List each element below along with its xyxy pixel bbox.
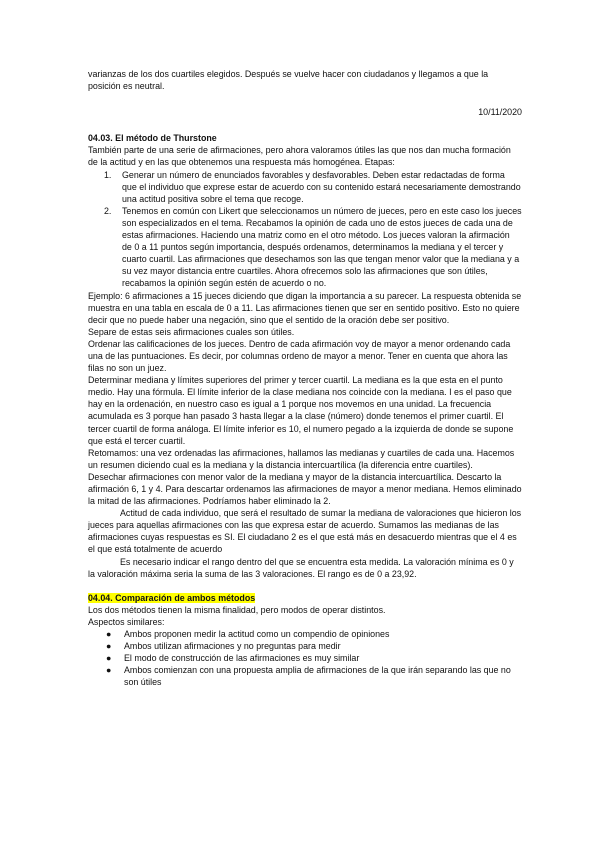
paragraph-separe: Separe de estas seis afirmaciones cuales son útiles. [88,326,295,337]
date-stamp: 10/11/2020 [478,107,522,118]
bullet-icon: ● [106,653,112,664]
steps-list [88,169,522,290]
list-number: 2. [104,205,112,216]
list-item [88,640,522,652]
section-title: El método de Thurstone [112,133,217,144]
paragraph-actitud: Actitud de cada individuo, que será el resultado de sumar la mediana de valoraciones que hicieron los jueces para aquellas afirmaciones con las que expresa estar de acuerdo. Sumamos las medianas de las afirmaciones cuyas respuestas es SI. El ciudadano 2 es el que está más en desacuerdo mientras que el 4 es el que está totalmente de acuerdo [88,508,522,555]
bullet-icon: ● [106,629,112,640]
paragraph-ordenar: Ordenar las calificaciones de los jueces. Dentro de cada afirmación voy de mayor a menor ordenando cada una de las puntuaciones. Es decir, por columnas ordeno de mayor a menor. Tener en cuenta que ahora las filas no son un juez. [88,338,511,374]
list-item [88,628,522,640]
document-page [88,68,522,689]
paragraph-determinar: Determinar mediana y límites superiores del primer y tercer cuartil. La mediana es la que esta en el punto medio. Hay una fórmula. El límite inferior de la clase mediana nos coincide con la mediana. I es el paso que hay en la ordenación, en nuestro caso es igual a 1 porque nos movemos en una unidad. La frecuencia acumulada es 3 porque han pasado 3 hasta llegar a la clase (número) donde tenemos el primer cuartil. El tercer cuartil de forma análoga. El límite inferior es 10, el numero pegado a la izquierda de donde se supone que está el tercer cuartil. [88,375,514,446]
section-number: 04.03. [88,133,113,144]
thurstone-intro: También parte de una serie de afirmaciones, pero ahora valoramos útiles las que nos dan mucha formación de la actitud y en las que obtenemos una respuesta más homogénea. Etapas: [88,145,511,168]
list-text: El modo de construcción de las afirmaciones es muy similar [124,653,360,664]
list-item [88,205,522,290]
paragraph-rango: Es necesario indicar el rango dentro del que se encuentra esta medida. La valoración mínima es 0 y la valoración máxima seria la suma de las 3 valoraciones. El rango es de 0 a 23,92. [88,556,514,579]
list-number: 1. [104,169,112,180]
list-item [88,652,522,664]
list-item [88,664,522,688]
list-text: Ambos utilizan afirmaciones y no preguntas para medir [124,641,341,652]
section-heading-comparacion [88,592,522,604]
paragraph-ejemplo: Ejemplo: 6 afirmaciones a 15 jueces diciendo que digan la importancia a su parecer. La respuesta obtenida se muestra en una tabla en escala de 0 a 11. Las afirmaciones tienen que ser en sentido positivo. Esto no quiere decir que no puede haber una negación, sino que el sentido de la oración debe ser positivo. [88,290,522,325]
intro-paragraph: varianzas de los dos cuartiles elegidos. Después se vuelve hacer con ciudadanos y llegamos a que la posición es neutral. [88,69,489,92]
bullet-icon: ● [106,665,112,676]
paragraph-desechar: Desechar afirmaciones con menor valor de la mediana y mayor de la distancia intercuartílica. Descarto la afirmación 6, 1 y 4. Para descartar ordenamos las afirmaciones de mayor a menor mediana. Hemos eliminado la mitad de las afirmaciones. Podríamos haber eliminado la 2. [88,471,522,507]
section-heading-thurstone [88,132,522,144]
list-item [88,169,522,205]
list-text: Tenemos en común con Likert que seleccionamos un número de jueces, pero en este caso los jueces son especializados en el tema. Recabamos la opinión de cada uno de estos jueces de cada una de estas afirmaciones. Haciendo una matriz como en el otro método. Los jueces valoran la afirmación de 0 a 11 puntos según importancia, después ordenamos, determinamos la mediana y el tercer y cuarto cuartil. Las afirmaciones que desechamos son las que tengan menor valor que la mediana y a su vez mayor distancia entre cuartiles. Ahora ofrecemos solo las afirmaciones que son útiles, recabamos la opinión según estén de acuerdo o no. [122,205,522,289]
highlighted-title: 04.04. Comparación de ambos métodos [88,592,256,603]
bullet-icon: ● [106,641,112,652]
list-text: Ambos proponen medir la actitud como un compendio de opiniones [124,629,390,640]
list-text: Ambos comienzan con una propuesta amplia de afirmaciones de la que irán separando las que no son útiles [124,665,511,688]
comparacion-subheading: Aspectos similares: [88,616,165,627]
bullets-list [88,628,522,688]
list-text: Generar un número de enunciados favorables y desfavorables. Deben estar redactadas de forma que el individuo que exprese estar de acuerdo con su contenido estará necesariamente demostrando una actitud positiva sobre el tema que recoge. [122,169,521,204]
paragraph-retomamos: Retomamos: una vez ordenadas las afirmaciones, hallamos las medianas y cuartiles de cada una. Hacemos un resumen diciendo cual es la mediana y la distancia intercuartílica (la diferencia entre cuartiles). [88,447,515,470]
comparacion-intro: Los dos métodos tienen la misma finalidad, pero modos de operar distintos. [88,604,386,615]
